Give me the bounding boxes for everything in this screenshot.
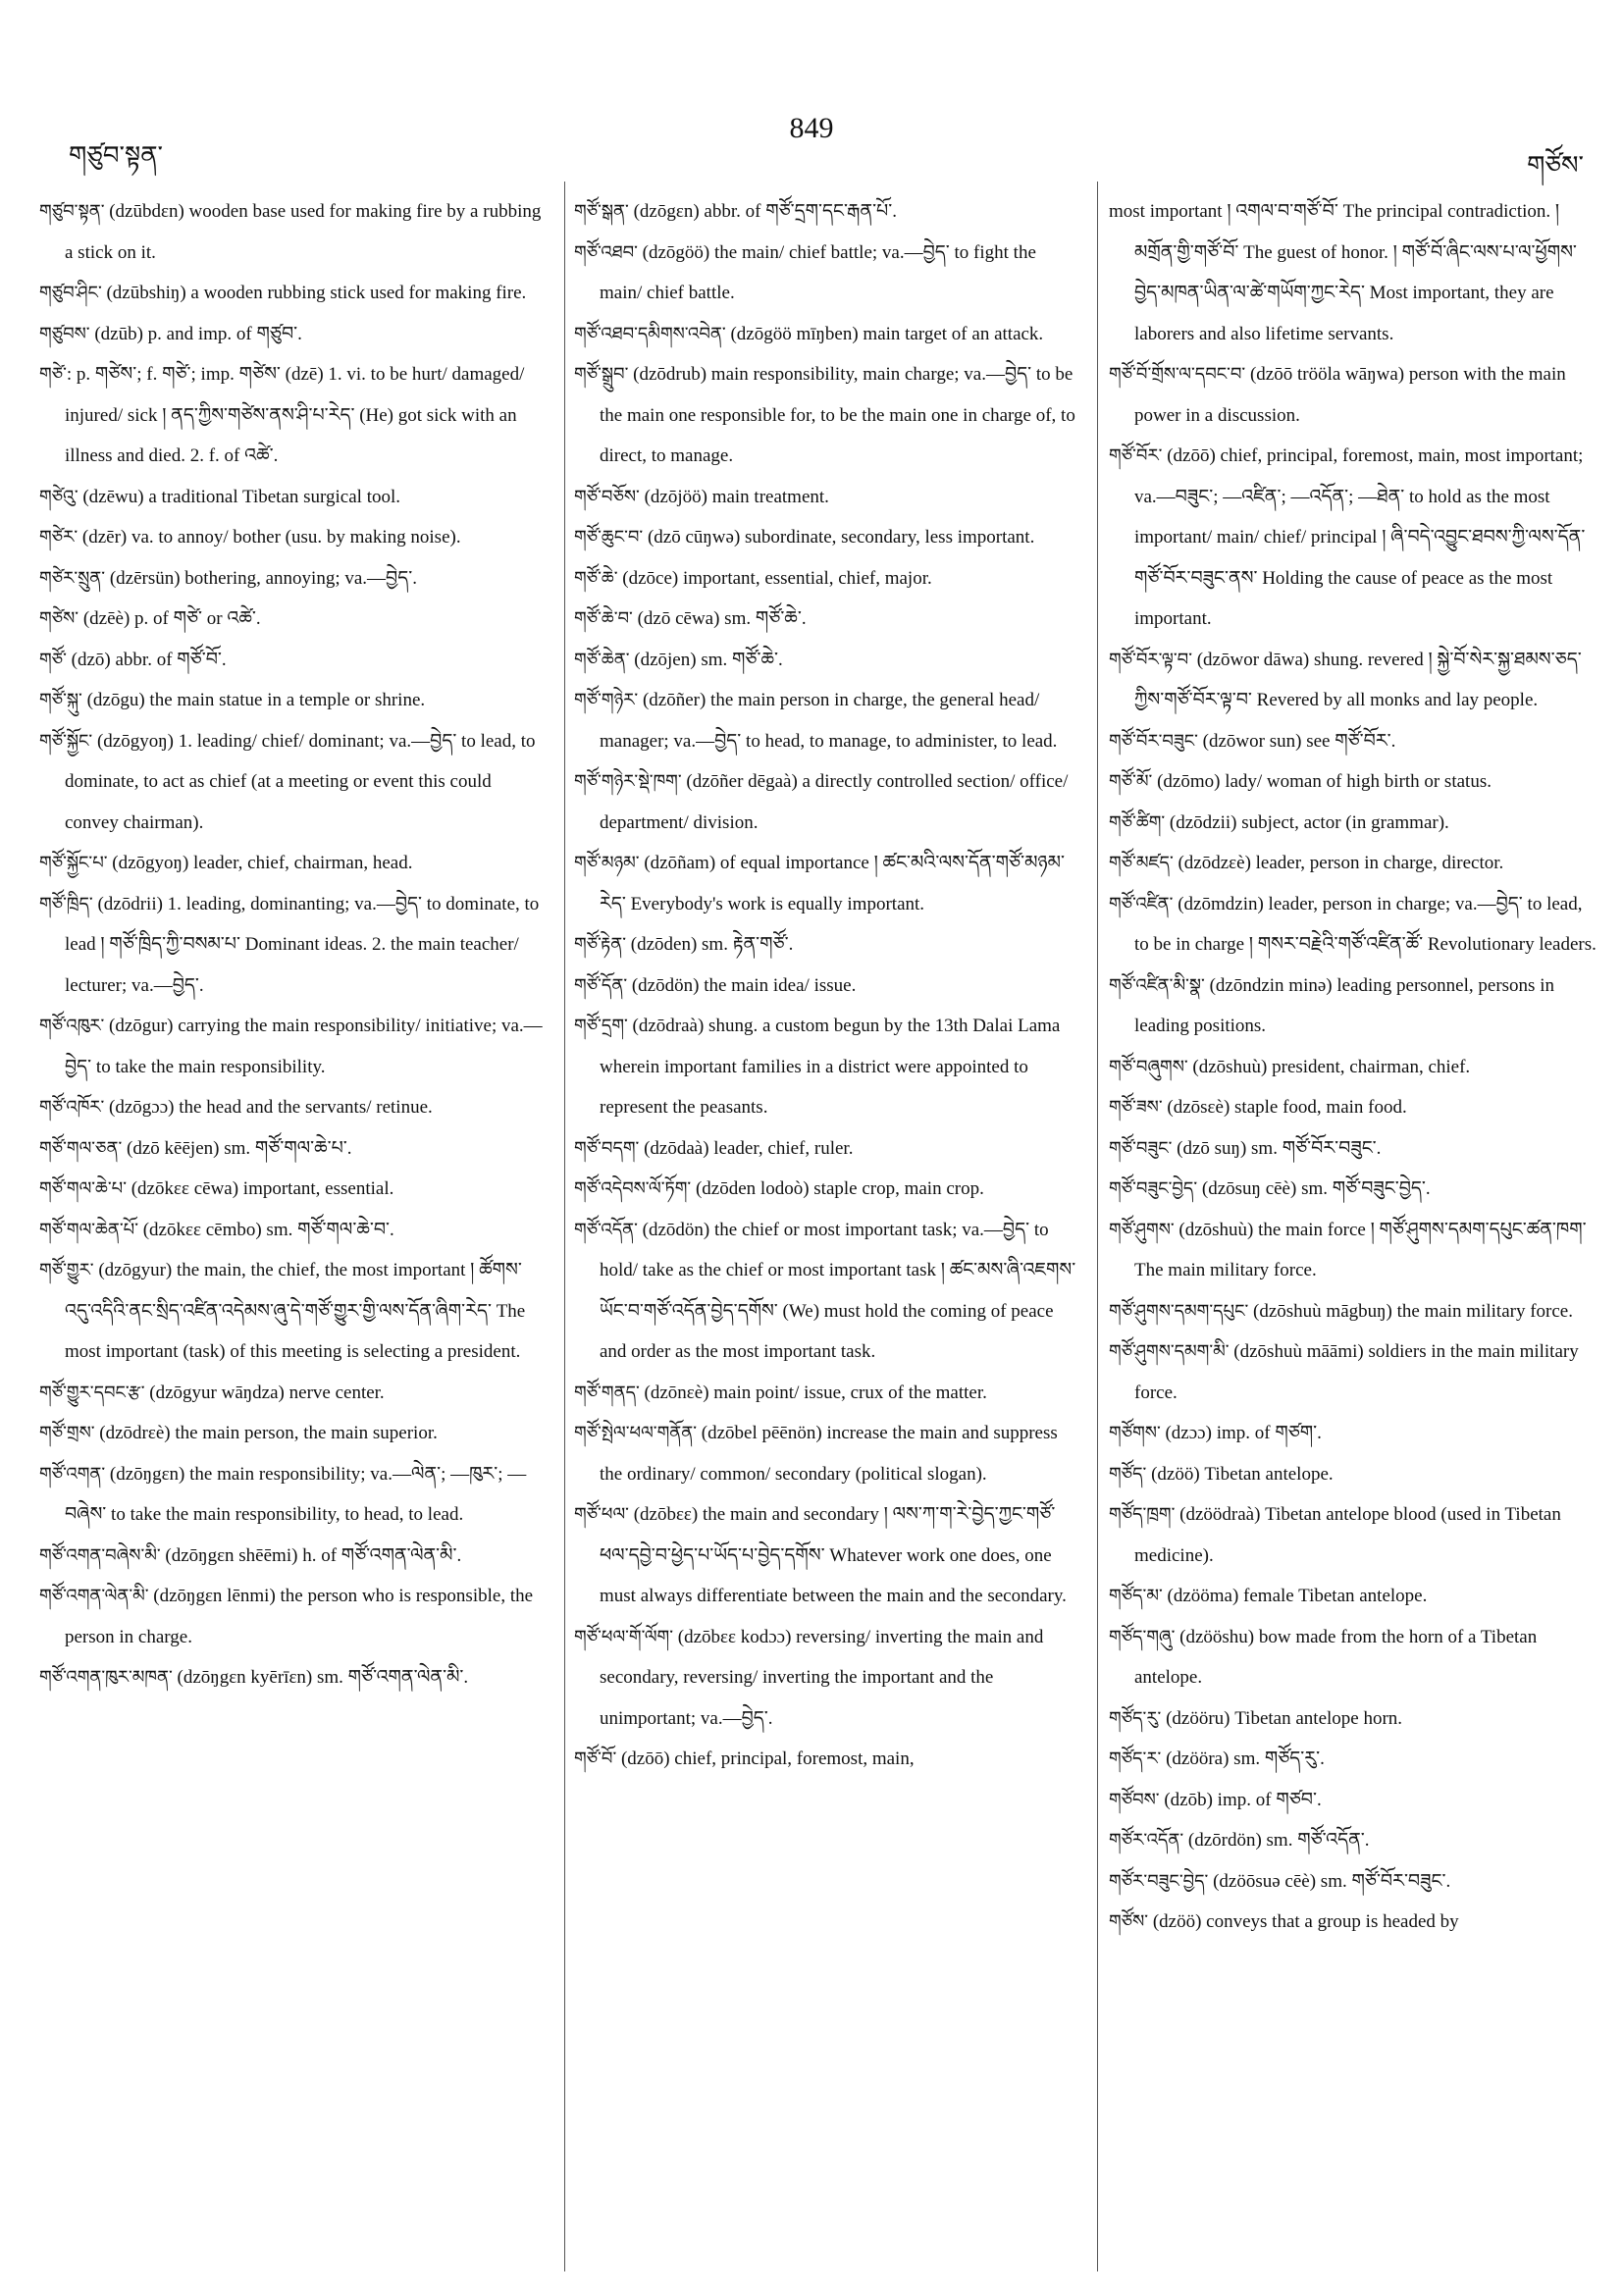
dictionary-entry: [1109, 1087, 1599, 1128]
entry-headword: གཙོ་འཁུར་: [39, 1016, 105, 1036]
entry-headword: གཙོ་བོར་: [1109, 445, 1163, 466]
entry-definition: (dzōgöö mīŋben) main target of an attack.: [725, 323, 1044, 344]
entry-definition: (dzōnɛè) main point/ issue, crux of the matter.: [639, 1382, 987, 1403]
entry-headword: གཙོ་གྱུར་: [39, 1260, 94, 1280]
dictionary-entry: [574, 354, 1082, 477]
entry-headword: གཙོ་དྲག་: [574, 1016, 628, 1036]
dictionary-entry: [574, 680, 1082, 761]
entry-headword: གཙོ་འཛིན་: [1109, 893, 1174, 914]
entry-definition: (dzōgyoŋ) leader, chief, chairman, head.: [107, 853, 413, 873]
dictionary-entry: [1109, 965, 1599, 1047]
entry-definition: (dzōrdön) sm. གཙོ་འདོན་.: [1183, 1830, 1370, 1851]
entry-headword: གཙོ་བོ་: [574, 1748, 617, 1769]
entry-definition: (dzōce) important, essential, chief, major.: [617, 567, 932, 589]
dictionary-entry: [1109, 1047, 1599, 1088]
entry-headword: གཙོ་གཉེར་སྡེ་ཁག་: [574, 771, 682, 792]
dictionary-entry: [39, 1413, 548, 1454]
entry-headword: གཙོ་བདག་: [574, 1137, 640, 1159]
entry-definition: (dzööru) Tibetan antelope horn.: [1161, 1707, 1403, 1729]
dictionary-entry: [574, 1210, 1082, 1373]
entry-headword: གཙོ་ཟས་: [1109, 1097, 1163, 1118]
entry-headword: གཙོ་སྒན་: [574, 201, 629, 222]
entry-definition: : p. གཙེས་; f. གཙེ་; imp. གཙེས་ (dzē) 1. vi. to be hurt/ damaged/ injured/ sick ། ནད་ཀྱིས་གཙེས་ནས་ཤི་པ་རེད་ (He) got sick with an illness and died. 2. f. of འཚེ་.: [65, 364, 525, 466]
entry-definition: (dzōgyur) the main, the chief, the most important ། ཚོགས་འདུ་འདིའི་ནང་སྲིད་འཛིན་འདེམས་ཞུ་དེ་གཙོ་གྱུར་གྱི་ལས་དོན་ཞིག་རེད་ The most important (task) of this meeting is selecting a president.: [65, 1260, 526, 1362]
entry-definition: (dzōñer dēgaà) a directly controlled section/ office/ department/ division.: [600, 771, 1069, 833]
entry-definition: (dzōndzin minə) leading personnel, persons in leading positions.: [1134, 974, 1554, 1036]
page-header: [0, 108, 1623, 181]
dictionary-entry: [574, 1739, 1082, 1780]
entry-definition: (dzööra) sm. གཙོད་རུ་.: [1161, 1748, 1325, 1769]
dictionary-entry: [39, 640, 548, 681]
entry-definition: (dzēr) va. to annoy/ bother (usu. by making noise).: [78, 527, 461, 548]
header-guide-word-right: གཙོས་: [1527, 151, 1584, 181]
entry-headword: གཙེས་: [39, 608, 79, 629]
entry-headword: གཙོ་བོ་གྲོས་ལ་དབང་བ་: [1109, 364, 1246, 385]
entry-headword: གཙོ་དོན་: [574, 974, 628, 996]
entry-definition: (dzō cēwa) sm. གཙོ་ཆེ་.: [632, 608, 807, 629]
entry-headword: གཙོ་ཆེན་: [574, 649, 630, 670]
page-number: 849: [789, 112, 834, 144]
entry-definition: (dzōbel pēēnön) increase the main and suppress the ordinary/ common/ secondary (political slogan).: [600, 1423, 1058, 1485]
entry-definition: (dzōgyur wāŋdza) nerve center.: [144, 1382, 385, 1403]
entry-headword: གཙོར་འདོན་: [1109, 1830, 1184, 1851]
entry-definition: (dzōshuù) president, chairman, chief.: [1187, 1056, 1471, 1077]
dictionary-entry: [574, 640, 1082, 681]
dictionary-entry: [39, 1006, 548, 1087]
dictionary-entry: [39, 1250, 548, 1373]
dictionary-entry: [1109, 1210, 1599, 1291]
entry-headword: གཙོ་སྐུ་: [39, 690, 82, 710]
entry-definition: (dzōdrii) 1. leading, dominanting; va.—བྱེད་ to dominate, to lead ། གཙོ་ཁྲིད་ཀྱི་བསམ་པ་ Dominant ideas. 2. the main teacher/ lecturer; va.—བྱེད་.: [65, 893, 540, 996]
entry-definition: (dzō) abbr. of གཙོ་བོ་.: [66, 649, 227, 670]
entry-headword: གཙོ་ཤུགས་དམག་མི་: [1109, 1341, 1230, 1362]
entry-definition: (dzōjen) sm. གཙོ་ཆེ་.: [629, 649, 783, 670]
entry-definition: (dzōdzii) subject, actor (in grammar).: [1165, 811, 1449, 833]
column-right: [1109, 191, 1599, 2271]
dictionary-entry: [1109, 1454, 1599, 1495]
entry-definition: (dzōgur) carrying the main responsibility/ initiative; va.—བྱེད་ to take the main responsibility.: [65, 1016, 543, 1077]
entry-headword: གཙོ་གལ་ཅན་: [39, 1137, 123, 1159]
entry-headword: གཙོ་སྐྱོང་: [39, 730, 93, 752]
entry-headword: གཙེའུ་: [39, 486, 79, 507]
entry-headword: གཙོ་བོར་ལྟ་བ་: [1109, 649, 1192, 670]
entry-headword: གཙོ་རྟེན་: [574, 934, 627, 955]
entry-definition: (dzōbɛɛ kodɔɔ) reversing/ inverting the main and secondary, reversing/ inverting the important and the unimportant; va.—བྱེད་.: [600, 1626, 1044, 1729]
dictionary-entry: [574, 1373, 1082, 1414]
dictionary-entry: [39, 1169, 548, 1210]
entry-definition: (dzɔɔ) imp. of གཙག་.: [1160, 1423, 1322, 1443]
entry-headword: གཙུབ་སྟན་: [39, 201, 105, 222]
dictionary-entry: [574, 477, 1082, 518]
entry-headword: གཙོ་འགན་ཁུར་མཁན་: [39, 1667, 173, 1688]
entry-definition: (dzöö) conveys that a group is headed by: [1148, 1911, 1459, 1932]
entry-headword: གཙོ་འགན་ལེན་མི་: [39, 1586, 149, 1606]
entry-headword: གཙེར་: [39, 527, 79, 548]
entry-headword: གཙོད་: [1109, 1463, 1147, 1485]
entry-headword: གཙོ་འཐབ་: [574, 241, 638, 263]
entry-headword: གཙེར་སྲུན་: [39, 567, 106, 589]
entry-headword: གཙོར་བཟུང་བྱེད་: [1109, 1870, 1209, 1892]
entry-headword: གཙོ་འཛིན་མི་སྣ་: [1109, 974, 1205, 996]
entry-headword: གཙོ་བཟུང་: [1109, 1137, 1173, 1159]
dictionary-entry: [574, 191, 1082, 233]
entry-headword: གཙོ་ཁྲིད་: [39, 893, 93, 914]
column-left: [39, 191, 548, 2271]
entry-definition: (dzērsün) bothering, annoying; va.—བྱེད་.: [105, 567, 417, 589]
entry-definition: (dzōdön) the main idea/ issue.: [627, 974, 857, 996]
entry-headword: གཙོད་གཞུ་: [1109, 1626, 1176, 1647]
dictionary-entry: [1109, 1291, 1599, 1332]
column-middle: [574, 191, 1082, 2271]
entry-definition: (dzō kēējen) sm. གཙོ་གལ་ཆེ་པ་.: [122, 1137, 352, 1159]
dictionary-entry: [1109, 1739, 1599, 1780]
entry-definition: (dzōgu) the main statue in a temple or shrine.: [81, 690, 426, 710]
entry-headword: གཙོད་མ་: [1109, 1586, 1163, 1606]
dictionary-entry: [39, 599, 548, 640]
dictionary-entry: [39, 558, 548, 600]
dictionary-entry: [39, 314, 548, 355]
entry-definition: (dzōŋgɛn shēēmi) h. of གཙོ་འགན་ལེན་མི་.: [160, 1544, 462, 1566]
entry-definition: (dzō suŋ) sm. གཙོ་བོར་བཟུང་.: [1172, 1137, 1382, 1159]
dictionary-entry: [39, 1536, 548, 1577]
entry-definition: (dzōshuù māgbuŋ) the main military force.: [1248, 1300, 1573, 1322]
entry-definition: (dzō cūŋwə) subordinate, secondary, less important.: [643, 527, 1035, 548]
dictionary-entry: [39, 1128, 548, 1170]
dictionary-entry: [39, 477, 548, 518]
entry-definition: (dzōō) chief, principal, foremost, main,: [616, 1748, 915, 1769]
entry-definition: (dzōden lodoò) staple crop, main crop.: [691, 1178, 984, 1199]
entry-definition: (dzööma) female Tibetan antelope.: [1162, 1586, 1428, 1606]
entry-headword: གཙོ་མོ་: [1109, 771, 1153, 792]
entry-definition: (dzōjöö) main treatment.: [639, 486, 829, 507]
entry-headword: གཙོ་སྒྲུབ་: [574, 364, 629, 385]
dictionary-entry: [1109, 1128, 1599, 1170]
entry-headword: གཙོ་ཤུགས་: [1109, 1219, 1175, 1240]
entry-definition: (dzūbshiŋ) a wooden rubbing stick used for making fire.: [101, 283, 527, 303]
entry-headword: གཙོ་མཛད་: [1109, 853, 1174, 873]
dictionary-entry: [574, 233, 1082, 314]
entry-headword: གཙོ་གལ་ཆེན་པོ་: [39, 1219, 138, 1240]
header-guide-word-left: གཙུབ་སྟན་: [69, 141, 164, 171]
entry-definition: (dzöōsuə cēè) sm. གཙོ་བོར་བཟུང་.: [1208, 1870, 1451, 1892]
entry-headword: གཙོ་ཕལ་གོ་ལོག་: [574, 1626, 673, 1647]
entry-definition: (dzōmdzin) leader, person in charge; va.—བྱེད་ to lead, to be in charge ། གསར་བརྗེའི་གཙོ་འཛིན་ཚོ་ Revolutionary leaders.: [1134, 893, 1597, 955]
entry-definition: (dzöödraà) Tibetan antelope blood (used in Tibetan medicine).: [1134, 1504, 1561, 1566]
entry-definition: (dzōbɛɛ) the main and secondary ། ལས་ཀ་ག་རེ་བྱེད་ཀྱང་གཙོ་ཕལ་དབྱེ་བ་ཕྱེད་པ་ཡོད་པ་བྱེད་དགོས་ Whatever work one does, one must always differentiate between the main and the secondary.: [600, 1504, 1067, 1606]
entry-definition: (dzōŋgɛn) the main responsibility; va.—ལེན་; —ཁུར་; —བཞེས་ to take the main responsibility, to head, to lead.: [65, 1463, 527, 1525]
entry-headword: གཙོ་བཞུགས་: [1109, 1056, 1188, 1077]
entry-headword: གཙོད་ར་: [1109, 1748, 1162, 1769]
dictionary-entry: [39, 680, 548, 721]
entry-definition: (dzōdaà) leader, chief, ruler.: [639, 1137, 854, 1159]
entry-headword: གཙོ་ཤུགས་དམག་དཔུང་: [1109, 1300, 1249, 1322]
entry-headword: གཙོ་འགན་: [39, 1463, 106, 1485]
entry-headword: གཙུབ་ཤིང་: [39, 283, 102, 303]
dictionary-entry: [39, 1087, 548, 1128]
dictionary-entry: [1109, 1617, 1599, 1698]
entry-headword: གཙོ་: [39, 649, 67, 670]
entry-headword: གཙོགས་: [1109, 1423, 1161, 1443]
entry-definition: (dzūb) p. and imp. of གཙུབ་.: [89, 323, 302, 344]
dictionary-entry: [574, 558, 1082, 600]
entry-definition: (dzōgöö) the main/ chief battle; va.—བྱེད་ to fight the main/ chief battle.: [600, 241, 1036, 303]
dictionary-entry: [1109, 1698, 1599, 1740]
entry-definition: (dzōdrub) main responsibility, main charge; va.—བྱེད་ to be the main one responsible for, to be the main one in charge of, to direct, to manage.: [600, 364, 1075, 466]
entry-definition: (dzōkɛɛ cēmbo) sm. གཙོ་གལ་ཆེ་བ་.: [137, 1219, 394, 1240]
entry-definition: (dzōshuù) the main force ། གཙོ་ཤུགས་དམག་དཔུང་ཚན་ཁག་ The main military force.: [1134, 1219, 1587, 1280]
entry-headword: གཙོ་སྐྱོང་པ་: [39, 853, 108, 873]
entry-definition: (dzōñam) of equal importance ། ཚང་མའི་ལས་དོན་གཙོ་མཉམ་རེད་ Everybody's work is equally important.: [600, 853, 1065, 914]
dictionary-entry: [574, 314, 1082, 355]
dictionary-entry: [574, 1413, 1082, 1494]
entry-definition: (dzōden) sm. རྟེན་གཙོ་.: [626, 934, 794, 955]
entry-definition: (dzōsɛè) staple food, main food.: [1162, 1097, 1407, 1118]
entry-headword: གཙོ་སྤེལ་ཕལ་གནོན་: [574, 1423, 698, 1443]
entry-definition: (dzōdön) the chief or most important task; va.—བྱེད་ to hold/ take as the chief or most important task ། ཚང་མས་ཞི་འཇགས་ཡོང་བ་གཙོ་འདོན་བྱེད་དགོས་ (We) must hold the coming of peace and order as the most important task.: [600, 1219, 1076, 1362]
dictionary-entry: [1109, 1820, 1599, 1861]
dictionary-entry: [1109, 436, 1599, 640]
entry-headword: གཙོ་འདོན་: [574, 1219, 638, 1240]
dictionary-entry: [39, 1373, 548, 1414]
dictionary-entry: [1109, 1169, 1599, 1210]
entry-definition: (dzōmo) lady/ woman of high birth or status.: [1152, 771, 1492, 792]
dictionary-entry: [39, 843, 548, 884]
dictionary-entry: [574, 599, 1082, 640]
dictionary-entry: [1109, 1494, 1599, 1576]
dictionary-entry: [39, 884, 548, 1007]
dictionary-entry: [574, 843, 1082, 924]
entry-headword: གཙོ་གནད་: [574, 1382, 640, 1403]
entry-headword: གཙོ་ཆེ་བ་: [574, 608, 633, 629]
entry-definition: (dzēè) p. of གཙེ་ or འཚེ་.: [79, 608, 261, 629]
dictionary-entry: [1109, 721, 1599, 762]
entry-definition: (dzōŋgɛn lēnmi) the person who is responsible, the person in charge.: [65, 1586, 534, 1647]
dictionary-entry: [574, 1006, 1082, 1128]
entry-definition: (dzōdraà) shung. a custom begun by the 13th Dalai Lama wherein important families in a district were appointed to represent the peasants.: [600, 1016, 1061, 1118]
dictionary-entry: [39, 1210, 548, 1251]
entry-headword: གཙེ་: [39, 364, 67, 385]
entry-headword: གཙོ་བོར་བཟུང་: [1109, 730, 1198, 752]
entry-headword: གཙོ་གྱུར་དབང་རྩ་: [39, 1382, 145, 1403]
entry-headword: གཙོ་ཆུང་བ་: [574, 527, 644, 548]
entry-definition: (dzōb) imp. of གཙབ་.: [1159, 1789, 1322, 1810]
dictionary-entry: [39, 354, 548, 477]
entry-definition: most important ། འགལ་བ་གཙོ་བོ་ The principal contradiction. ། མགྲོན་གྱི་གཙོ་བོ་ The guest of honor. ། གཙོ་བོ་ཞིང་ལས་པ་ལ་ཕྱོགས་བྱེད་མཁན་ཡིན་ལ་ཚེ་གཡོག་ཀྱང་རེད་ Most important, they are laborers and also lifetime servants.: [1109, 201, 1577, 344]
entry-definition: (dzēwu) a traditional Tibetan surgical tool.: [78, 486, 400, 507]
dictionary-entry: [574, 517, 1082, 558]
entry-headword: གཙོ་བཅོས་: [574, 486, 640, 507]
dictionary-entry: [39, 191, 548, 273]
entry-headword: གཙོ་ཚིག་: [1109, 811, 1166, 833]
entry-headword: གཙོད་ཁྲག་: [1109, 1504, 1176, 1525]
dictionary-entry: [39, 273, 548, 314]
dictionary-entry: [574, 924, 1082, 965]
dictionary-entry: [1109, 191, 1599, 354]
entry-definition: (dzōwor dāwa) shung. revered ། སྐྱེ་བོ་སེར་སྐྱ་ཐམས་ཅད་ཀྱིས་གཙོ་བོར་ལྟ་བ་ Revered by all monks and lay people.: [1134, 649, 1582, 710]
entry-definition: (dzööshu) bow made from the horn of a Tibetan antelope.: [1134, 1626, 1538, 1688]
entry-definition: (dzöö) Tibetan antelope.: [1146, 1463, 1334, 1485]
entry-definition: (dzōkɛɛ cēwa) important, essential.: [126, 1178, 394, 1199]
entry-headword: གཙོ་གལ་ཆེ་པ་: [39, 1178, 127, 1199]
entry-headword: གཙོ་མཉམ་: [574, 853, 640, 873]
entry-definition: (dzōō trööla wāŋwa) person with the main power in a discussion.: [1134, 364, 1566, 426]
entry-definition: (dzōsuŋ cēè) sm. གཙོ་བཟུང་བྱེད་.: [1197, 1178, 1431, 1199]
dictionary-entry: [1109, 354, 1599, 436]
entry-definition: (dzōwor sun) see གཙོ་བོར་.: [1197, 730, 1396, 752]
entry-definition: (dzōŋgɛn kyērīɛn) sm. གཙོ་འགན་ལེན་མི་.: [172, 1667, 469, 1688]
dictionary-entry: [1109, 1576, 1599, 1617]
entry-definition: (dzōō) chief, principal, foremost, main, most important; va.—བཟུང་; —འཛིན་; —འདོན་; —ཐེན་ to hold as the most important/ main/ chief/ principal ། ཞི་བདེ་འབྱུང་ཐབས་ཀྱི་ལས་དོན་གཙོ་བོར་བཟུང་ནས་ Holding the cause of peace as the most important.: [1134, 445, 1586, 629]
entry-definition: (dzōdrɛè) the main person, the main superior.: [94, 1423, 438, 1443]
entry-headword: གཙོ་ཕལ་: [574, 1504, 629, 1525]
dictionary-entry: [574, 761, 1082, 843]
entry-headword: གཙོ་གཉེར་: [574, 690, 639, 710]
dictionary-entry: [39, 1576, 548, 1657]
dictionary-entry: [39, 517, 548, 558]
dictionary-entry: [1109, 1861, 1599, 1903]
dictionary-entry: [1109, 884, 1599, 965]
dictionary-entry: [1109, 640, 1599, 721]
entry-headword: གཙོ་འགན་བཞེས་མི་: [39, 1544, 161, 1566]
entry-headword: གཙོབས་: [1109, 1789, 1160, 1810]
entry-headword: གཙོ་ཆེ་: [574, 567, 618, 589]
dictionary-entry: [1109, 1902, 1599, 1943]
dictionary-entry: [1109, 1413, 1599, 1454]
dictionary-entry: [574, 1128, 1082, 1170]
entry-definition: (dzōdzɛè) leader, person in charge, director.: [1173, 853, 1504, 873]
entry-headword: གཙོད་རུ་: [1109, 1707, 1162, 1729]
dictionary-entry: [574, 1494, 1082, 1617]
dictionary-entry: [39, 721, 548, 844]
entry-headword: གཙོ་བཟུང་བྱེད་: [1109, 1178, 1198, 1199]
entry-headword: གཙོ་འཁོར་: [39, 1097, 105, 1118]
dictionary-entry: [1109, 843, 1599, 884]
entry-definition: (dzōgyoŋ) 1. leading/ chief/ dominant; va.—བྱེད་ to lead, to dominate, to act as chief (at a meeting or event this could convey chairman).: [65, 730, 536, 833]
entry-headword: གཙུབས་: [39, 323, 90, 344]
dictionary-entry: [1109, 761, 1599, 803]
dictionary-entry: [39, 1454, 548, 1536]
entry-definition: (dzōshuù māāmi) soldiers in the main military force.: [1134, 1341, 1579, 1403]
dictionary-entry: [574, 1617, 1082, 1740]
dictionary-entry: [1109, 803, 1599, 844]
entry-definition: (dzōñer) the main person in charge, the general head/ manager; va.—བྱེད་ to head, to manage, to administer, to lead.: [600, 690, 1058, 752]
dictionary-entry: [1109, 1780, 1599, 1821]
entry-definition: (dzūbdɛn) wooden base used for making fire by a rubbing a stick on it.: [65, 201, 542, 263]
entry-definition: (dzōgɛn) abbr. of གཙོ་དྲག་དང་རྒན་པོ་.: [628, 201, 897, 222]
entry-headword: གཙོས་: [1109, 1911, 1149, 1932]
entry-headword: གཙོ་འཐབ་དམིགས་འབེན་: [574, 323, 726, 344]
dictionary-entry: [39, 1657, 548, 1698]
entry-headword: གཙོ་གྲས་: [39, 1423, 95, 1443]
dictionary-entry: [1109, 1331, 1599, 1413]
dictionary-entry: [574, 965, 1082, 1007]
dictionary-columns: [39, 191, 1599, 2271]
entry-definition: (dzōgɔɔ) the head and the servants/ retinue.: [104, 1097, 433, 1118]
dictionary-entry: [574, 1169, 1082, 1210]
entry-headword: གཙོ་འདེབས་ལོ་ཏོག་: [574, 1178, 692, 1199]
